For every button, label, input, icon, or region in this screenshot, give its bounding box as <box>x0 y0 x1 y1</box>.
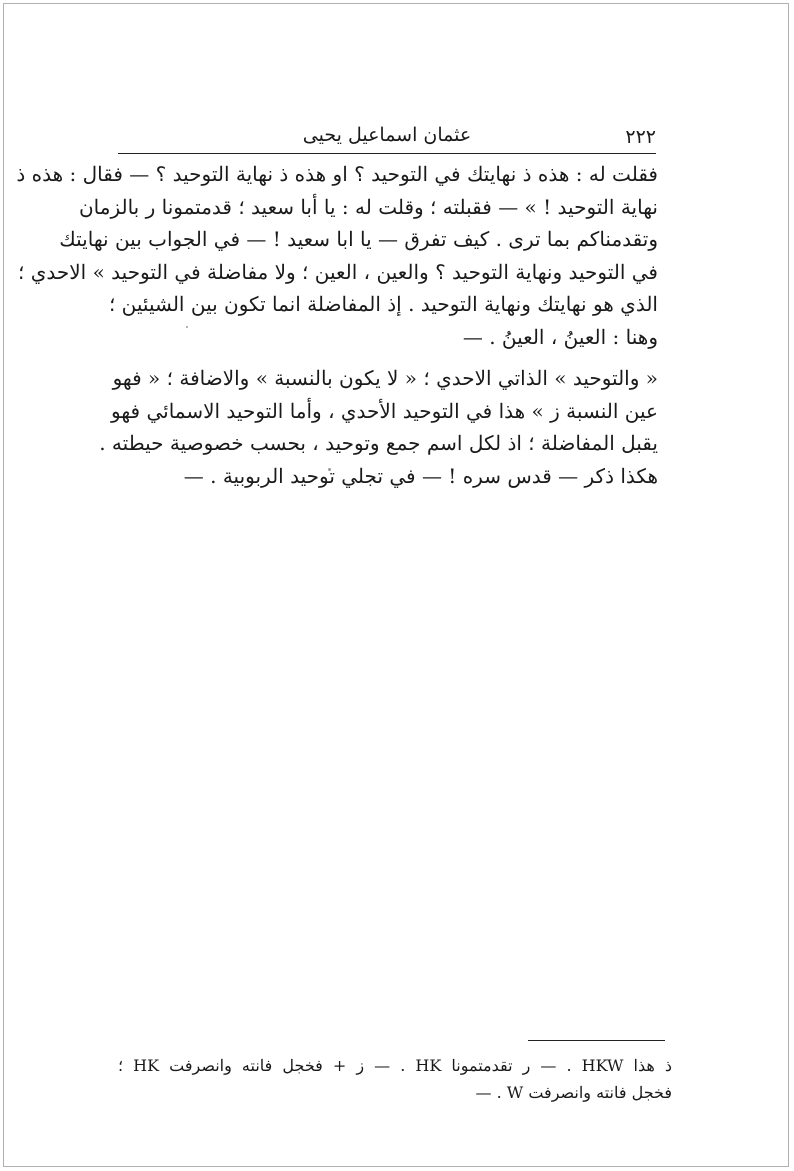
running-title: عثمان اسماعيل يحيى <box>302 124 472 146</box>
text-line: في التوحيد ونهاية التوحيد ؟ والعين ، العين ؛ ولا مفاضلة في التوحيد » الاحدي ؛ <box>18 259 658 284</box>
text-line: « والتوحيد » الذاتي الاحدي ؛ « لا يكون بالنسبة » والاضافة ؛ « فهو <box>112 366 658 390</box>
main-text <box>16 158 658 492</box>
text-line: فقلت له : هذه ذ نهايتك في التوحيد ؟ او هذه ذ نهاية التوحيد ؟ — فقال : هذه ذ <box>16 162 658 186</box>
text-line: يقبل المفاضلة ؛ اذ لكل اسم جمع وتوحيد ، بحسب خصوصية حيطته . <box>99 431 658 455</box>
footnote-rule <box>528 1040 665 1041</box>
footnotes <box>118 1052 672 1106</box>
text-line: هكذا ذكر — قدس سره ! — في تجلي توحيد الربوبية . — <box>183 463 658 488</box>
page-number: ٢٢٢ <box>625 126 656 148</box>
footnote-line: ذ هذا HKW . — ر تقدمتمونا HK . — ز + فخجل فانته وانصرفت HK ؛ <box>118 1056 673 1075</box>
text-line: وهنا : العينُ ، العينُ . — <box>462 324 658 349</box>
text-line: عين النسبة ز » هذا في التوحيد الأحدي ، وأما التوحيد الاسمائي فهو <box>110 398 658 423</box>
text-line: وتقدمناكم بما ترى . كيف تفرق — يا ابا سعيد ! — في الجواب بين نهايتك <box>59 227 658 251</box>
paragraph-gap <box>118 353 658 362</box>
header-rule <box>118 153 656 154</box>
paragraph <box>99 362 658 492</box>
text-line: نهاية التوحيد ! » — فقبلته ؛ وقلت له : يا أبا سعيد ؛ قدمتمونا ر بالزمان <box>78 194 658 219</box>
paragraph <box>16 158 658 353</box>
page-header <box>118 124 656 154</box>
footnote-line: فخجل فانته وانصرفت W . — <box>475 1083 672 1102</box>
text-line: الذي هو نهايتك ونهاية التوحيد . إذ المفاضلة انما تكون بين الشيئين ؛ <box>108 292 658 316</box>
